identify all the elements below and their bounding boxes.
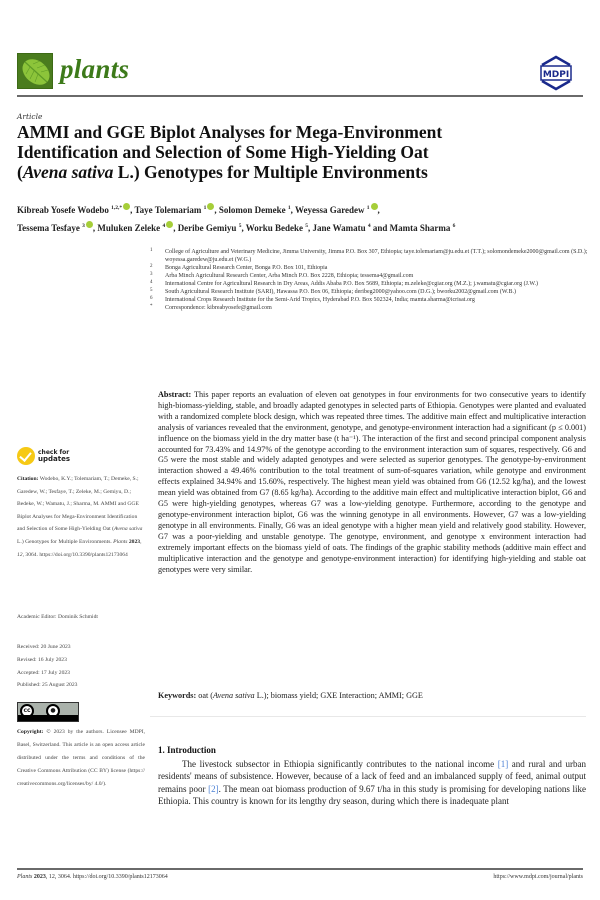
copyright-label: Copyright: <box>17 729 44 735</box>
footer-journal-url[interactable]: https://www.mdpi.com/journal/plants <box>493 874 583 880</box>
copyright-notice <box>17 726 145 791</box>
keywords-text: oat ( <box>198 691 214 700</box>
affiliation-text: College of Agriculture and Veterinary Medicine, Jimma University, Jimma P.O. Box 307, Ethiopia; taye.tolemariam@ju.edu.et (T.T.); solomondemeke2000@gmail.com (S.D.); woyessa.garedew@ju.edu.et (W.G.) <box>165 249 588 263</box>
author[interactable] <box>17 205 130 215</box>
article-type-label: Article <box>17 112 43 121</box>
keywords-divider <box>150 716 586 717</box>
citation-journal: Plants <box>113 538 128 545</box>
check-updates-line2: updates <box>38 455 70 463</box>
author-name: Kibreab Yosefe Wodebo <box>17 205 109 215</box>
copyright-text: © 2023 by the authors. Licensee MDPI, Basel, Switzerland. This article is an open access article distributed under the terms and conditions of the Creative Commons Attribution (CC BY) license (https:// creativecommons.org/licenses/by/ 4.0/). <box>17 729 145 787</box>
citation-species: Avena sativa <box>113 526 143 533</box>
author-affil-sup: 5 <box>305 223 309 229</box>
intro-text: The livestock subsector in Ethiopia significantly contributes to the national income <box>182 759 498 769</box>
orcid-icon[interactable] <box>207 203 214 210</box>
author-affil-sup: 4 <box>367 223 371 229</box>
author[interactable] <box>390 223 456 233</box>
citation-label: Citation: <box>17 476 39 482</box>
citation-year: 2023 <box>128 538 141 545</box>
author-affil-sup: 1 <box>203 205 207 211</box>
affiliation-number: 5 <box>150 288 153 293</box>
reference-link-1[interactable]: [1] <box>497 759 509 769</box>
affiliation-text: South Agricultural Research Institute (SARI), Hawassa P.O. Box 06, Ethiopia; deribeg2000@yahoo.com (D.G.); bworku2002@gmail.com (W.B.) <box>165 289 516 295</box>
title-line-2: Identification and Selection of Some High-Yielding Oat <box>17 142 429 162</box>
author-affil-sup: 1 <box>287 205 291 211</box>
orcid-icon[interactable] <box>166 221 173 228</box>
citation-text-2: L.) Genotypes for Multiple Environments. <box>17 538 114 545</box>
author[interactable] <box>313 223 371 233</box>
date-published: Published: 25 August 2023 <box>17 682 78 689</box>
mdpi-logo-icon[interactable] <box>538 53 574 93</box>
paper-title <box>17 122 577 182</box>
author[interactable] <box>17 223 93 233</box>
abstract-text: This paper reports an evaluation of eleven oat genotypes in four environments for two consecutive years to identify high-biomass-yielding, stable, and broadly adapted genotypes in selected parts of Ethiopia. Genotypes were planted and evaluated with a randomized complete block design, which was repeated three times. The additive main effect and multiplicative interaction analysis of variances revealed that the environment, genotype, and genotype-environment interaction had a significant (p ≤ 0.001) influence on the biomass yield in the dry matter base (t ha⁻¹). The interaction of the first and second principal component analysis accounted for 73.43% and 14.97% of the genotype according to the environment interaction sum of squares, respectively. G6 and G5 were the most stable and widely adapted genotypes and were selected as superior genotypes. The genotype-by-environment interaction showed a 49.46% contribution to the total treatment of sum-of-squares variation, while genotype and environment effects explained 34.94% and 15.60%, respectively. The highest mean yield was obtained from G6 (12.52 kg/ha), and the lowest mean yield was obtained from G7 (8.65 kg/ha). According to the additive main effect and multiplicative interaction biplot, G6 and G5 were high-yielding genotypes, whereas G7 was a low-yielding genotype. Furthermore, according to the genotype and genotype-environment interaction biplot, G6 was the winning genotype in all environments. However, G7 was a low-yielding genotype in all environments. Finally, G6 was an ideal genotype with a higher mean yield and relatively good stability. However, G7 was a poor-yielding and unstable genotype. The genotype, environment, and genotype x environment interaction had extremely important effects on the biomass yield of oats. The findings of the graphic stability methods (additive main effect and multiplicative interaction and the genotype and genotype-environment interaction) for identifying high-yielding and stable oat genotypes were very similar. <box>158 390 586 574</box>
author-list: Kibreab Yosefe Wodebo $^{1,2,*}$ , Taye Tolemariam $^1$ , Solomon Demeke $^1$, Weyessa Garedew $^1$ , Tessema Tesfaye $^3$ , Muluken Zeleke $^4$ , Deribe Gemiyu $^5$, Worku Bedeke $^5$, Jane Wamatu $^4$ and Mamta Sharma $^6$ <box>17 205 456 233</box>
title-line-1: AMMI and GGE Biplot Analyses for Mega-Environment <box>17 122 443 142</box>
affiliation-item <box>150 248 590 264</box>
author[interactable] <box>246 223 308 233</box>
author[interactable] <box>97 223 173 233</box>
keywords-label: Keywords: <box>158 691 197 700</box>
author[interactable] <box>219 205 291 215</box>
cc-icon: cc <box>20 704 34 718</box>
affiliation-item <box>150 296 590 304</box>
journal-leaf-logo-icon[interactable] <box>17 53 53 89</box>
checkmark-icon <box>17 447 35 465</box>
citation-block: Citation: Wodebo, K.Y.; Tolemariam, T.; Demeke, S.; Garedew, W.; Tesfaye, T.; Zeleke, M.; Gemiyu, D.; Bedeke, W.; Wamatu, J.; Sharma, M. AMMI and GGE Biplot Analyses for Mega-Environment Identification and Selection of Some High-Yielding Oat (Avena sativa L.) Genotypes for Multiple Environments. Plants 2023, 12, 3064. https://doi.org/10.3390/plants12173064 <box>17 476 143 558</box>
affiliation-number: 3 <box>150 272 153 277</box>
journal-name[interactable]: plants <box>60 54 130 84</box>
correspondence-text[interactable]: Correspondence: kibreabyosefe@gmail.com <box>165 305 272 311</box>
footer-divider <box>17 868 583 870</box>
affiliation-item <box>150 272 590 280</box>
author[interactable] <box>178 223 242 233</box>
footer-doi: , 12, 3064. https://doi.org/10.3390/plants12173064 <box>45 874 168 880</box>
intro-text: . The mean oat biomass production of 9.67 t/ha in this study is promising for developing nations like Ethiopia. This country is known for its lengthy dry season, during which there is inadequate plant <box>158 783 586 807</box>
author-affil-sup: 4 <box>162 223 166 229</box>
date-received: Received: 20 June 2023 <box>17 644 71 650</box>
keywords <box>158 691 586 700</box>
author-name: Tessema Tesfaye <box>17 223 80 233</box>
footer-journal: Plants <box>17 874 33 880</box>
by-strip <box>18 715 78 721</box>
citation-volume: 12 <box>17 551 23 558</box>
abstract <box>158 390 586 575</box>
author-name: Mamta Sharma <box>389 223 451 233</box>
affiliation-number: 2 <box>150 264 153 269</box>
author-name: Deribe Gemiyu <box>177 223 237 233</box>
orcid-icon[interactable] <box>86 221 93 228</box>
mdpi-logo-text: MDPI <box>542 70 570 80</box>
author-name: Worku Bedeke <box>245 223 304 233</box>
title-line-3: L.) Genotypes for Multiple Environments <box>113 162 428 182</box>
affiliation-text: Bonga Agricultural Research Center, Bonga P.O. Box 101, Ethiopia <box>165 265 328 271</box>
check-updates-text <box>38 450 70 462</box>
affiliation-item <box>150 288 590 296</box>
check-updates-line1: check for <box>38 449 70 456</box>
introduction-paragraph <box>158 758 586 808</box>
title-species-name: Avena sativa <box>22 162 114 182</box>
affiliation-text: International Centre for Agricultural Research in Dry Areas, Addis Ababa P.O. Box 5689, Ethiopia; m.zeleke@cgiar.org (M.Z.); j.wamatu@cgiar.org (J.W.) <box>165 281 539 287</box>
author-name: Jane Wamatu <box>312 223 366 233</box>
citation-doi-link[interactable]: , 3064. https://doi.org/10.3390/plants12173064 <box>22 551 128 558</box>
correspondence-item <box>150 304 590 312</box>
cc-by-license-badge[interactable] <box>17 702 79 722</box>
keywords-species: Avena sativa <box>213 691 255 700</box>
check-for-updates-button[interactable] <box>17 447 70 465</box>
citation-text: Wodebo, K.Y.; Tolemariam, T.; Demeke, S.; Garedew, W.; Tesfaye, T.; Zeleke, M.; Gemiyu, D.; Bedeke, W.; Wamatu, J.; Sharma, M. AMMI and GGE Biplot Analyses for Mega-Environment Identification and Selection of Some High-Yielding Oat ( <box>17 476 139 533</box>
authors-and: and <box>372 223 388 233</box>
date-accepted: Accepted: 17 July 2023 <box>17 669 70 676</box>
date-revised: Revised: 16 July 2023 <box>17 656 67 663</box>
author[interactable] <box>295 205 378 215</box>
affiliation-text: Arba Minch Agricultural Research Center, Arba Minch P.O. Box 2228, Ethiopia; tessema4@gmail.com <box>165 273 414 279</box>
keywords-text-rest: L.); biomass yield; GXE Interaction; AMMI; GGE <box>254 691 423 700</box>
orcid-icon[interactable] <box>123 203 130 210</box>
reference-link-2[interactable]: [2] <box>208 783 219 794</box>
affiliation-item <box>150 280 590 288</box>
academic-editor: Academic Editor: Dominik Schmidt <box>17 614 98 620</box>
orcid-icon[interactable] <box>371 203 378 210</box>
intro-text: and rural and urban residents' means of subsistence. However, because of a lack of feed and an imbalanced supply of feed, animal output remains poor <box>158 759 586 794</box>
affiliations-list <box>150 248 590 312</box>
attribution-person-icon: ● <box>46 704 60 718</box>
author-affil-sup: 5 <box>238 223 242 229</box>
publication-dates <box>17 641 77 692</box>
author-name: Solomon Demeke <box>218 205 286 215</box>
author-affil-sup: 6 <box>452 223 456 229</box>
affiliation-item <box>150 264 590 272</box>
header-divider <box>17 95 583 97</box>
author[interactable] <box>134 205 214 215</box>
abstract-label: Abstract: <box>158 390 192 399</box>
footer-citation[interactable] <box>17 874 168 880</box>
author-affil-sup: 1 <box>366 205 370 211</box>
footer-year: 2023 <box>33 874 46 880</box>
author-name: Muluken Zeleke <box>97 223 161 233</box>
author-affil-sup: 1,2,* <box>111 205 123 211</box>
affiliation-text: International Crops Research Institute for the Semi-Arid Tropics, Hyderabad P.O. Box 502324, India; mamta.sharma@icrisat.org <box>165 297 475 303</box>
section-heading-introduction: 1. Introduction <box>158 745 216 755</box>
author-affil-sup: 3 <box>82 223 85 229</box>
title-paren: ( <box>17 162 23 182</box>
affiliation-number: 1 <box>150 248 153 253</box>
author-name: Taye Tolemariam <box>134 205 202 215</box>
affiliation-number: 4 <box>150 280 153 285</box>
author-name: Weyessa Garedew <box>294 205 365 215</box>
affiliation-number: * <box>150 304 153 309</box>
affiliation-number: 6 <box>150 296 153 301</box>
